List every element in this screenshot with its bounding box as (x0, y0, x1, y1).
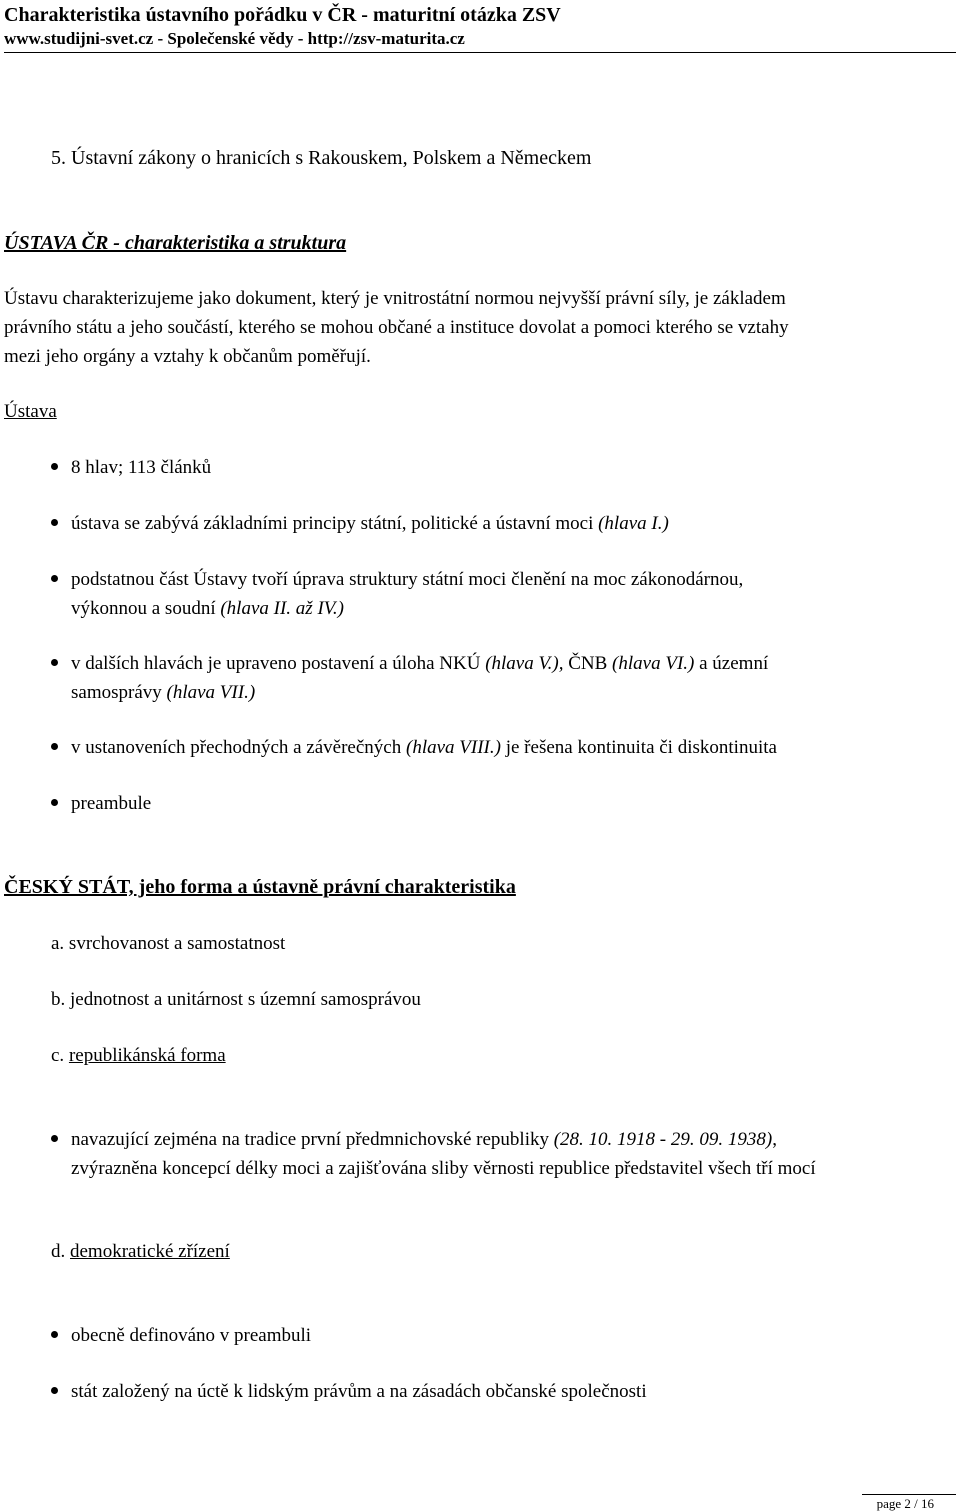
subheading-ustava[interactable]: Ústava (4, 401, 57, 422)
list-item (71, 565, 931, 623)
list-item (71, 789, 931, 818)
item-letter: d. (51, 1241, 70, 1262)
lettered-item-a: a. svrchovanost a samostatnost (51, 933, 286, 954)
document-title: Charakteristika ústavního pořádku v ČR - maturitní otázka ZSV (4, 4, 561, 26)
list-item (71, 1125, 931, 1183)
list-item-text: preambule (71, 793, 152, 814)
list-item (71, 1377, 931, 1406)
chapter-reference: (hlava VI.) (612, 653, 695, 674)
paragraph-line: právního státu a jeho součástí, kterého se mohou občané a instituce dovolat a pomoci kterého se vztahy (4, 317, 789, 338)
list-item (71, 453, 931, 482)
header-divider (4, 52, 956, 53)
chapter-reference: (hlava VII.) (166, 682, 256, 703)
paragraph-line: mezi jeho orgány a vztahy k občanům poměřují. (4, 346, 371, 367)
list-item-text: výkonnou a soudní (71, 598, 221, 619)
list-item-text: ČNB (563, 653, 613, 674)
list-item-text: ústava se zabývá základními principy státní, politické a ústavní moci (71, 513, 599, 534)
list-item-text: samosprávy (71, 682, 167, 703)
list-item-text: v dalších hlavách je upraveno postavení a úloha NKÚ (71, 653, 486, 674)
date-range: (28. 10. 1918 - 29. 09. 1938) (553, 1129, 773, 1150)
list-item (71, 509, 931, 538)
list-item (71, 649, 931, 707)
section-heading-ustava-cr: ÚSTAVA ČR - charakteristika a struktura (4, 232, 347, 254)
lettered-item-b: b. jednotnost a unitárnost s územní samosprávou (51, 989, 421, 1010)
list-item (71, 1321, 931, 1350)
chapter-reference: (hlava V.), (485, 653, 564, 674)
chapter-reference: (hlava VIII.) (406, 737, 501, 758)
list-item-5: 5. Ústavní zákony o hranicích s Rakouskem, Polskem a Německem (51, 147, 592, 169)
section-heading-cesky-stat: ČESKÝ STÁT, jeho forma a ústavně právní charakteristika (4, 876, 516, 898)
list-item-text: v ustanoveních přechodných a závěrečných (71, 737, 406, 758)
list-item-text: a územní (694, 653, 769, 674)
document-subtitle: www.studijni-svet.cz - Společenské vědy - http://zsv-maturita.cz (4, 29, 465, 48)
lettered-item-c (51, 1041, 226, 1070)
republikanska-forma-link[interactable]: republikánská forma (68, 1045, 226, 1066)
lettered-item-d (51, 1237, 230, 1266)
list-item (71, 733, 931, 762)
list-item-text: zvýrazněna koncepcí délky moci a zajišťována sliby věrnosti republice představitel všech tří mocí (71, 1158, 816, 1179)
list-item-text: podstatnou část Ústavy tvoří úprava struktury státní moci členění na moc zákonodárnou, (71, 569, 744, 590)
paragraph-line: Ústavu charakterizujeme jako dokument, který je vnitrostátní normou nejvyšší právní síly, je základem (4, 288, 786, 309)
list-item-text: navazující zejména na tradice první předmnichovské republiky (71, 1129, 554, 1150)
document-header (4, 2, 956, 50)
page-number: page 2 / 16 (876, 1496, 934, 1511)
list-item-text: 8 hlav; 113 článků (71, 457, 212, 478)
demokraticke-zrizeni-link[interactable]: demokratické zřízení (70, 1241, 230, 1262)
chapter-reference: (hlava II. až IV.) (220, 598, 345, 619)
list-item-text: , (772, 1129, 777, 1150)
list-item-text: obecně definováno v preambuli (71, 1325, 312, 1346)
item-letter: c. (51, 1045, 69, 1066)
list-item-text: je řešena kontinuita či diskontinuita (500, 737, 777, 758)
chapter-reference: (hlava I.) (598, 513, 669, 534)
list-item-text: stát založený na úctě k lidským právům a na zásadách občanské společnosti (71, 1381, 647, 1402)
footer-divider (862, 1494, 956, 1495)
